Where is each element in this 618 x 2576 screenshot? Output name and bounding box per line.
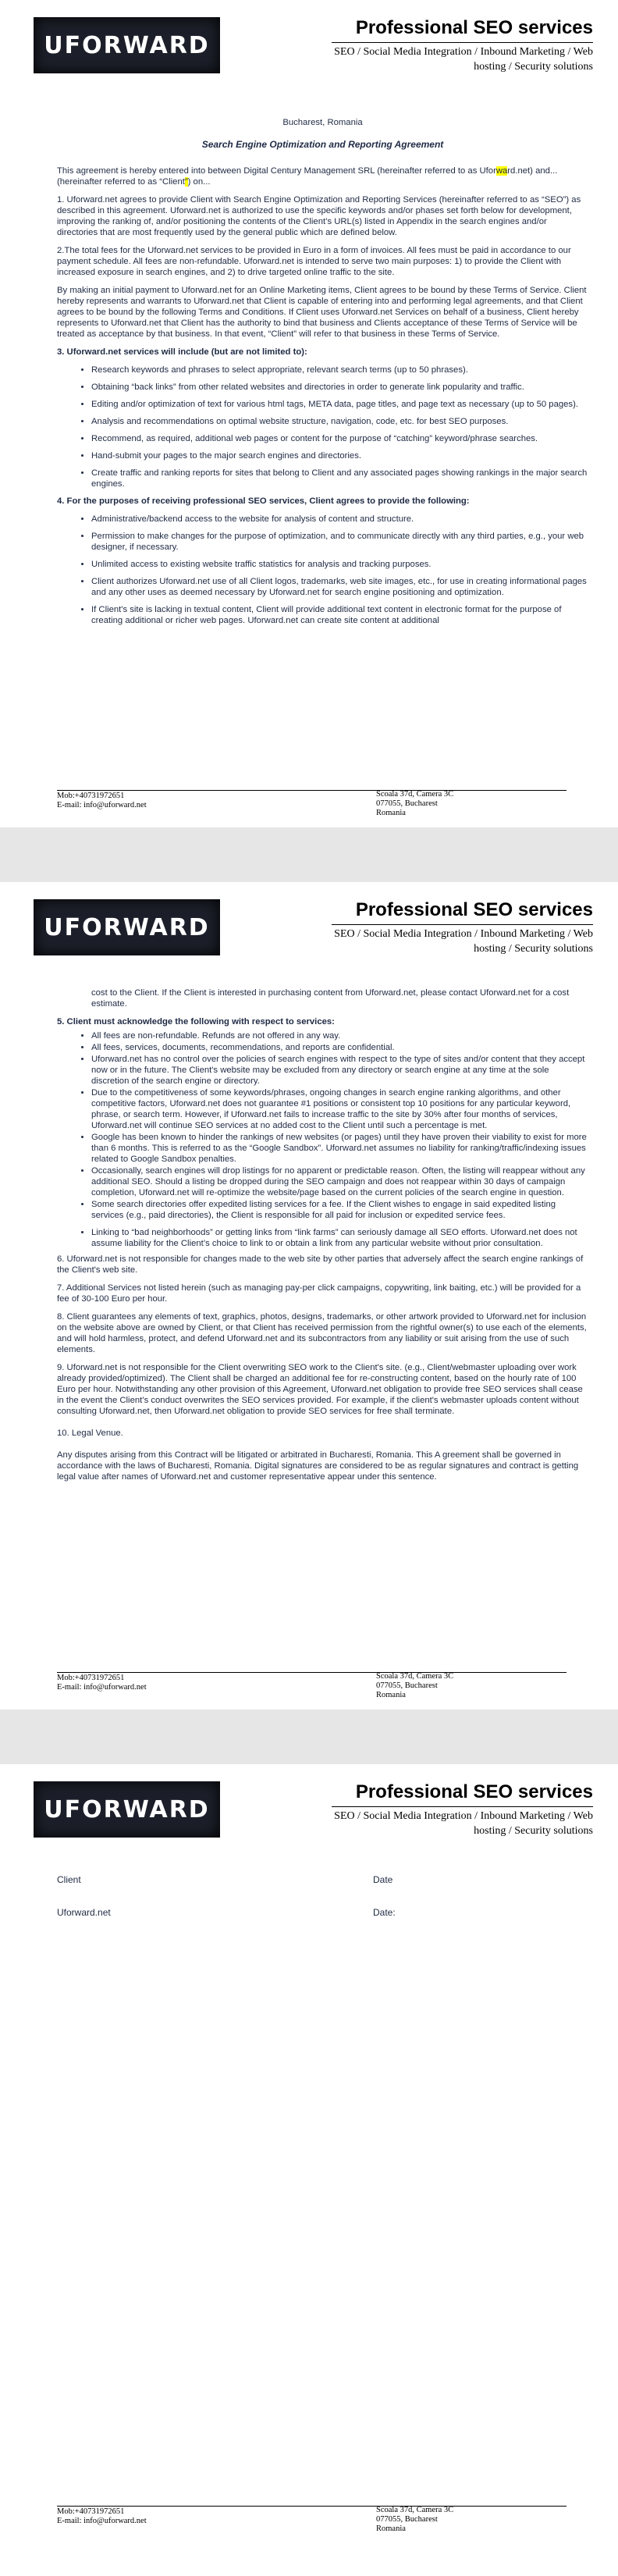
list-item: • Administrative/backend access to the website for analysis of content and structure. bbox=[91, 514, 588, 525]
address-line: Scoala 37d, Camera 3C bbox=[376, 2506, 454, 2514]
page-separator bbox=[0, 1710, 618, 1764]
address-line: Romania bbox=[376, 2524, 406, 2533]
footer-contact bbox=[57, 2507, 147, 2526]
header-rule bbox=[332, 924, 593, 925]
intro-paragraph: This agreement is hereby entered into between Digital Century Management SRL (hereinafter referred to as Uforward.net) and... (hereinafter referred to as “Client”) on... bbox=[57, 166, 558, 187]
footer-phone: Mob:+40731972651 bbox=[57, 2507, 125, 2516]
list-item: • Occasionally, search engines will drop listings for no apparent or predictable reason. Often, the listing will reappear without any additional SEO. Should a listing be dropped during the SEO campaign and does not reappear within 30 days of campaign completion, Uforward.net will re-optimize the website/page based on the current policies of the search engine in question. bbox=[91, 1165, 588, 1198]
list-item: • Due to the competitiveness of some keywords/phrases, ongoing changes in search engine ranking algorithms, and other competitive factors, Uforward.net does not guarantee #1 positions or consistent top 10 positions for any particular keyword, phrase, or search term. However, if Uforward.net fails to increase traffic to the site by 30% after four months of services, Uforward.net will continue SEO services at no added cost to the Client until such a percentage is met. bbox=[91, 1087, 588, 1131]
list-item: • Create traffic and ranking reports for sites that belong to Client and any associated pages showing rankings in the major search engines. bbox=[91, 468, 588, 489]
header-title: Professional SEO services bbox=[355, 17, 593, 38]
address-line: 077055, Bucharest bbox=[376, 2515, 438, 2524]
document-page-1 bbox=[0, 0, 618, 827]
address-line: Scoala 37d, Camera 3C bbox=[376, 790, 454, 799]
uforward-date-label: Date: bbox=[373, 1907, 396, 1918]
list-item: • Unlimited access to existing website traffic statistics for analysis and tracking purposes. bbox=[91, 559, 588, 570]
list-item: • Google has been known to hinder the rankings of new websites (or pages) until they have proven their viability to exist for more than 6 months. This is referred to as the “Google Sandbox”. Uforward.net assumes no liability for ranking/traffic/indexing issues related to Google Sandbox penalties. bbox=[91, 1132, 588, 1165]
header-rule bbox=[332, 1806, 593, 1807]
clause-5-heading: 5. Client must acknowledge the following with respect to services: bbox=[57, 1017, 335, 1026]
list-item: • If Client's site is lacking in textual content, Client will provide additional text content in electronic format for the purpose of creating additional or richer web pages. Uforward.net can create site content at additional bbox=[91, 604, 588, 626]
location: Bucharest, Romania bbox=[282, 118, 363, 127]
list-item: • Research keywords and phrases to select appropriate, relevant search terms (up to 50 phrases). bbox=[91, 365, 588, 375]
company-logo: UFORWARD bbox=[34, 1781, 220, 1838]
list-item: • Editing and/or optimization of text for various html tags, META data, page titles, and page text as necessary (up to 50 pages). bbox=[91, 399, 588, 410]
company-logo: UFORWARD bbox=[34, 17, 220, 73]
clause-8: 8. Client guarantees any elements of text, graphics, photos, designs, trademarks, or other artwork provided to Uforward.net for inclusion on the website above are owned by Client, or that Client has received permission from the rightful owner(s) to use each of the elements, and will hold harmless, protect, and defend Uforward.net and its subcontractors from any liability or suit arising from the use of such elements. bbox=[57, 1312, 587, 1354]
address-line: Romania bbox=[376, 809, 406, 817]
company-logo: UFORWARD bbox=[34, 899, 220, 955]
agreement-title: Search Engine Optimization and Reporting Agreement bbox=[201, 139, 444, 150]
header-subtitle: SEO / Social Media Integration / Inbound Marketing / Web hosting / Security solutions bbox=[334, 928, 593, 955]
clause-terms: By making an initial payment to Uforward.net for an Online Marketing items, Client agrees to be bound by these Terms of Service. Client hereby represents and warrants to Uforward.net that Client is capable of entering into and performing legal agreements, and that Client agrees to be bound by the following Terms and Conditions. If Client uses Uforward.net Services on behalf of a business, Client hereby represents to Uforward.net that Client has the authority to bind that business and Clients acceptance of these Terms of Service will be treated as acceptance by that business. In that event, “Client” will refer to that business in these Terms of Service. bbox=[57, 286, 587, 339]
footer-phone: Mob:+40731972651 bbox=[57, 792, 125, 800]
footer-phone: Mob:+40731972651 bbox=[57, 1674, 125, 1682]
services-list bbox=[57, 365, 588, 489]
list-item: • Client authorizes Uforward.net use of all Client logos, trademarks, web site images, etc., for use in creating informational pages and any other uses as deemed necessary by Uforward.net for search engine positioning and optimization. bbox=[91, 576, 588, 598]
address-line: Scoala 37d, Camera 3C bbox=[376, 1672, 454, 1681]
clause-1: 1. Uforward.net agrees to provide Client with Search Engine Optimization and Reporting Services (hereinafter referred to as “SEO”) as described in this agreement. Uforward.net is authorized to use the specific keywords and/or phases set forth below for development, improving the ranking of, and/or positioning the contents of the Client’s URL(s) listed in Appendix in the search engines and/or directories that are most frequently used by the general public which are defined below. bbox=[57, 195, 581, 237]
list-item: • Uforward.net has no control over the policies of search engines with respect to the type of sites and/or content that they accept now or in the future. The Client's website may be excluded from any directory or search engine at any time at the sole discretion of the search engine or directory. bbox=[91, 1054, 588, 1087]
footer-rule bbox=[57, 790, 566, 791]
footer-address bbox=[376, 790, 453, 818]
clause-6: 6. Uforward.net is not responsible for changes made to the web site by other parties that adversely affect the search engine rankings of the Client's web site. bbox=[57, 1254, 584, 1275]
list-item: • Analysis and recommendations on optimal website structure, navigation, code, etc. for best SEO purposes. bbox=[91, 416, 588, 427]
page-2-body bbox=[57, 987, 588, 1489]
clause-9: 9. Uforward.net is not responsible for the Client overwriting SEO work to the Client's site. (e.g., Client/webmaster uploading over work already provided/optimized). The Client shall be charged an additional fee for re-constructing content, based on the hourly rate of 100 Euro per hour. Notwithstanding any other provision of this Agreement, Uforward.net obligation to provide free SEO services shall cease in the event the Client’s conduct overwrites the SEO services provided. For example, if the client's webmaster uploads content without consulting Uforward.net, then Uforward.net obligation to provide SEO services for free shall terminate. bbox=[57, 1363, 583, 1416]
list-item: • Some search directories offer expedited listing services for a fee. If the Client wishes to engage in said expedited listing services (e.g., paid directories), the Client is responsible for all paid for inclusion or expedited service fees. bbox=[91, 1199, 588, 1221]
document-page-2 bbox=[0, 882, 618, 1710]
list-item: • All fees, services, documents, recommendations, and reports are confidential. bbox=[91, 1042, 588, 1053]
client-date-label: Date bbox=[373, 1874, 393, 1885]
list-item: • All fees are non-refundable. Refunds are not offered in any way. bbox=[91, 1030, 588, 1041]
list-item: • Hand-submit your pages to the major search engines and directories. bbox=[91, 450, 588, 461]
page-separator bbox=[0, 827, 618, 882]
address-line: Romania bbox=[376, 1691, 406, 1699]
address-line: 077055, Bucharest bbox=[376, 799, 438, 808]
list-item: • Obtaining “back links” from other related websites and directories in order to generate link popularity and traffic. bbox=[91, 382, 588, 393]
footer-email: E-mail: info@uforward.net bbox=[57, 801, 147, 809]
client-provides-list bbox=[57, 514, 588, 626]
clause-4-heading: 4. For the purposes of receiving professional SEO services, Client agrees to provide the following: bbox=[57, 496, 470, 506]
list-item: • Permission to make changes for the purpose of optimization, and to communicate directly with any third parties, e.g., your web designer, if necessary. bbox=[91, 531, 588, 553]
list-item: • Linking to “bad neighborhoods” or getting links from “link farms” can seriously damage all SEO efforts. Uforward.net does not assume liability for the Client’s choice to link to or obtain a link from any particular website without prior consultation. bbox=[91, 1227, 588, 1249]
clause-3-heading: 3. Uforward.net services will include (but are not limited to): bbox=[57, 347, 307, 357]
continued-text: cost to the Client. If the Client is interested in purchasing content from Uforward.net, please contact Uforward.net for a cost estimate. bbox=[91, 988, 570, 1009]
footer-address bbox=[376, 1672, 453, 1700]
acknowledgement-list bbox=[57, 1030, 588, 1249]
header-title: Professional SEO services bbox=[355, 1781, 593, 1802]
clause-10-heading: 10. Legal Venue. bbox=[57, 1429, 123, 1438]
footer-address bbox=[376, 2506, 453, 2534]
uforward-signature-label: Uforward.net bbox=[57, 1907, 111, 1918]
footer-contact bbox=[57, 792, 147, 810]
footer-contact bbox=[57, 1674, 147, 1692]
header-rule bbox=[332, 42, 593, 43]
footer-email: E-mail: info@uforward.net bbox=[57, 2517, 147, 2525]
clause-7: 7. Additional Services not listed herein (such as managing pay-per click campaigns, copywriting, link baiting, etc.) will be provided for a fee of 30-100 Euro per hour. bbox=[57, 1283, 581, 1304]
header-title: Professional SEO services bbox=[355, 899, 593, 920]
highlight: wa bbox=[495, 166, 508, 176]
header-subtitle: SEO / Social Media Integration / Inbound Marketing / Web hosting / Security solutions bbox=[334, 46, 593, 73]
footer-rule bbox=[57, 2506, 566, 2507]
document-page-3 bbox=[0, 1764, 618, 2576]
footer-email: E-mail: info@uforward.net bbox=[57, 1683, 147, 1692]
list-item: • Recommend, as required, additional web pages or content for the purpose of “catching” keyword/phrase searches. bbox=[91, 433, 588, 444]
clause-10: Any disputes arising from this Contract will be litigated or arbitrated in Bucharesti, Romania. This A greement shall be governed in accordance with the laws of Bucharesti, Romania. Digital signatures are considered to be as regular signatures and contract is getting legal value after names of Uforward.net and customer representative appear under this sentence. bbox=[57, 1450, 579, 1482]
footer-rule bbox=[57, 1672, 566, 1673]
header-subtitle: SEO / Social Media Integration / Inbound Marketing / Web hosting / Security solutions bbox=[334, 1810, 593, 1837]
client-signature-label: Client bbox=[57, 1874, 81, 1885]
clause-2: 2.The total fees for the Uforward.net services to be provided in Euro in a form of invoices. All fees must be paid in accordance to our payment schedule. All fees are non-refundable. Uforward.net is intended to serve two main purposes: 1) to provide the Client with increased exposure in search engines, and 2) to drive targeted online traffic to the site. bbox=[57, 246, 571, 277]
highlight: ” bbox=[184, 177, 188, 187]
address-line: 077055, Bucharest bbox=[376, 1681, 438, 1690]
page-1-body bbox=[57, 117, 588, 632]
